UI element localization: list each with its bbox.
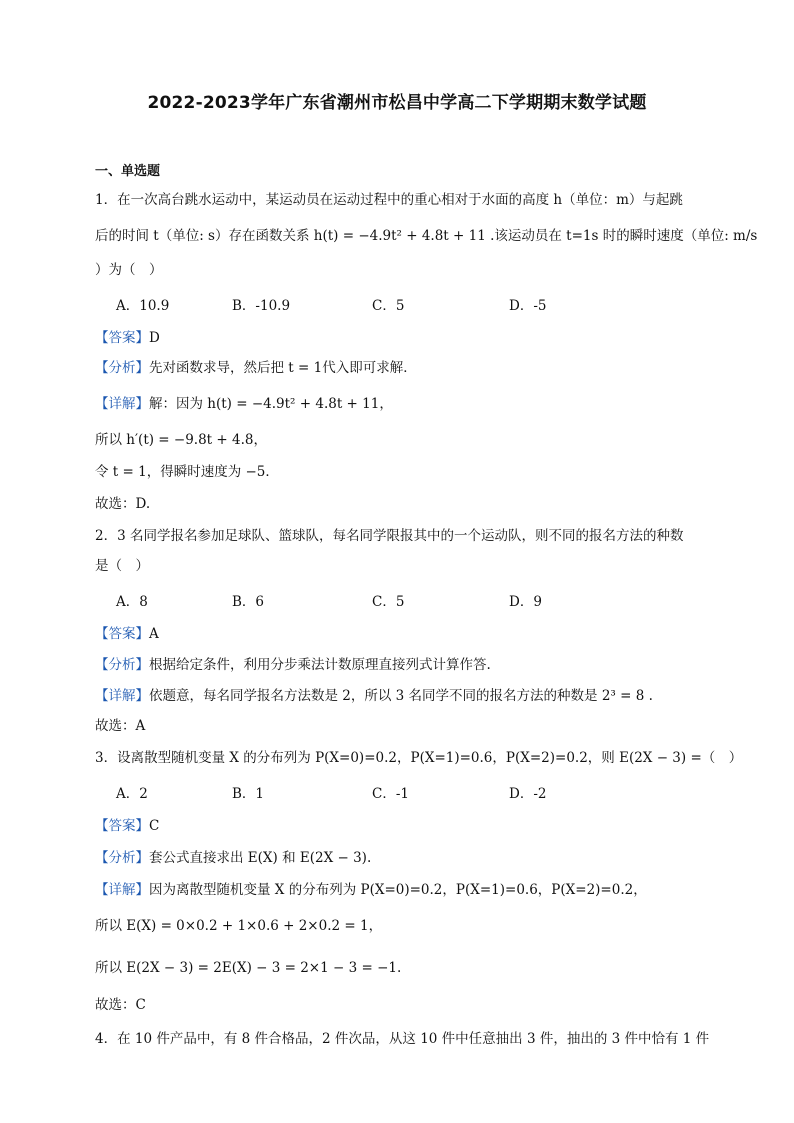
q2-stem-line2: 是（ ） [95,558,149,574]
detail-tag: 【详解】 [95,688,149,704]
q1-option-b: B．-10.9 [232,298,291,314]
q3-detail-text: 因为离散型随机变量 X 的分布列为 P(X=0)=0.2，P(X=1)=0.6，P(X=2)=0.2， [149,882,647,898]
q1-option-a: A．10.9 [116,298,170,314]
q1-conclusion: 故选：D. [95,496,151,512]
q1-detail-text: 解：因为 h(t) = −4.9t² + 4.8t + 11， [149,396,393,412]
q1-answer-value: D [149,330,160,346]
q3-conclusion: 故选：C [95,997,146,1013]
q1-detail [95,394,393,414]
q4-stem-line1: 4．在 10 件产品中，有 8 件合格品，2 件次品，从这 10 件中任意抽出 3 件，抽出的 3 件中恰有 1 件 [95,1031,710,1047]
q3-analysis-text: 套公式直接求出 E(X) 和 E(2X − 3). [149,850,372,866]
q2-option-d: D．9 [509,594,542,610]
q1-option-d: D．-5 [509,298,547,314]
q3-option-d: D．-2 [509,786,547,802]
q3-option-c: C．-1 [372,786,409,802]
q1-option-c: C．5 [372,298,405,314]
q3-detail [95,880,647,900]
section-heading: 一、单选题 [95,164,161,179]
q1-stem-line3: ）为（ ） [95,262,163,278]
analysis-tag: 【分析】 [95,657,149,673]
q3-step1: 所以 E(X) = 0×0.2 + 1×0.6 + 2×0.2 = 1， [95,918,383,934]
q3-option-b: B．1 [232,786,265,802]
analysis-tag: 【分析】 [95,850,149,866]
q1-step2: 令 t = 1，得瞬时速度为 −5． [95,464,279,480]
q1-analysis-text: 先对函数求导，然后把 t = 1代入即可求解． [149,360,417,376]
answer-tag: 【答案】 [95,818,149,834]
q2-analysis-text: 根据给定条件，利用分步乘法计数原理直接列式计算作答. [149,657,491,673]
q2-detail [95,686,653,706]
q2-detail-text: 依题意，每名同学报名方法数是 2，所以 3 名同学不同的报名方法的种数是 2³ = 8 . [149,688,653,704]
q2-option-a: A．8 [116,594,148,610]
answer-tag: 【答案】 [95,626,149,642]
q3-options [0,782,794,802]
q3-step2: 所以 E(2X − 3) = 2E(X) − 3 = 2×1 − 3 = −1. [95,960,402,976]
page-title: 2022-2023学年广东省潮州市松昌中学高二下学期期末数学试题 [147,93,647,113]
q1-stem-line1: 1．在一次高台跳水运动中，某运动员在运动过程中的重心相对于水面的高度 h（单位：m）与起跳 [95,192,683,208]
q2-answer [95,624,159,644]
q1-step1: 所以 h′(t) = −9.8t + 4.8， [95,432,267,448]
q2-option-b: B．6 [232,594,265,610]
q3-analysis [95,848,371,868]
q2-options [0,590,794,610]
q1-answer [95,328,160,348]
q3-stem-line1: 3．设离散型随机变量 X 的分布列为 P(X=0)=0.2，P(X=1)=0.6，P(X=2)=0.2，则 E(2X − 3) =（ ） [95,750,743,766]
q1-analysis [95,358,417,378]
q3-answer-value: C [149,818,160,834]
q1-stem-line2: 后的时间 t（单位: s）存在函数关系 h(t) = −4.9t² + 4.8t + 11 .该运动员在 t=1s 时的瞬时速度（单位: m/s [95,228,758,244]
q2-stem-line1: 2．3 名同学报名参加足球队、篮球队，每名同学限报其中的一个运动队，则不同的报名方法的种数 [95,528,684,544]
q2-analysis [95,655,491,675]
q2-answer-value: A [149,626,159,642]
q1-options [0,294,794,314]
q2-option-c: C．5 [372,594,405,610]
q3-answer [95,816,159,836]
analysis-tag: 【分析】 [95,360,149,376]
detail-tag: 【详解】 [95,882,149,898]
detail-tag: 【详解】 [95,396,149,412]
answer-tag: 【答案】 [95,330,149,346]
q2-conclusion: 故选：A [95,718,146,734]
q3-option-a: A．2 [116,786,148,802]
